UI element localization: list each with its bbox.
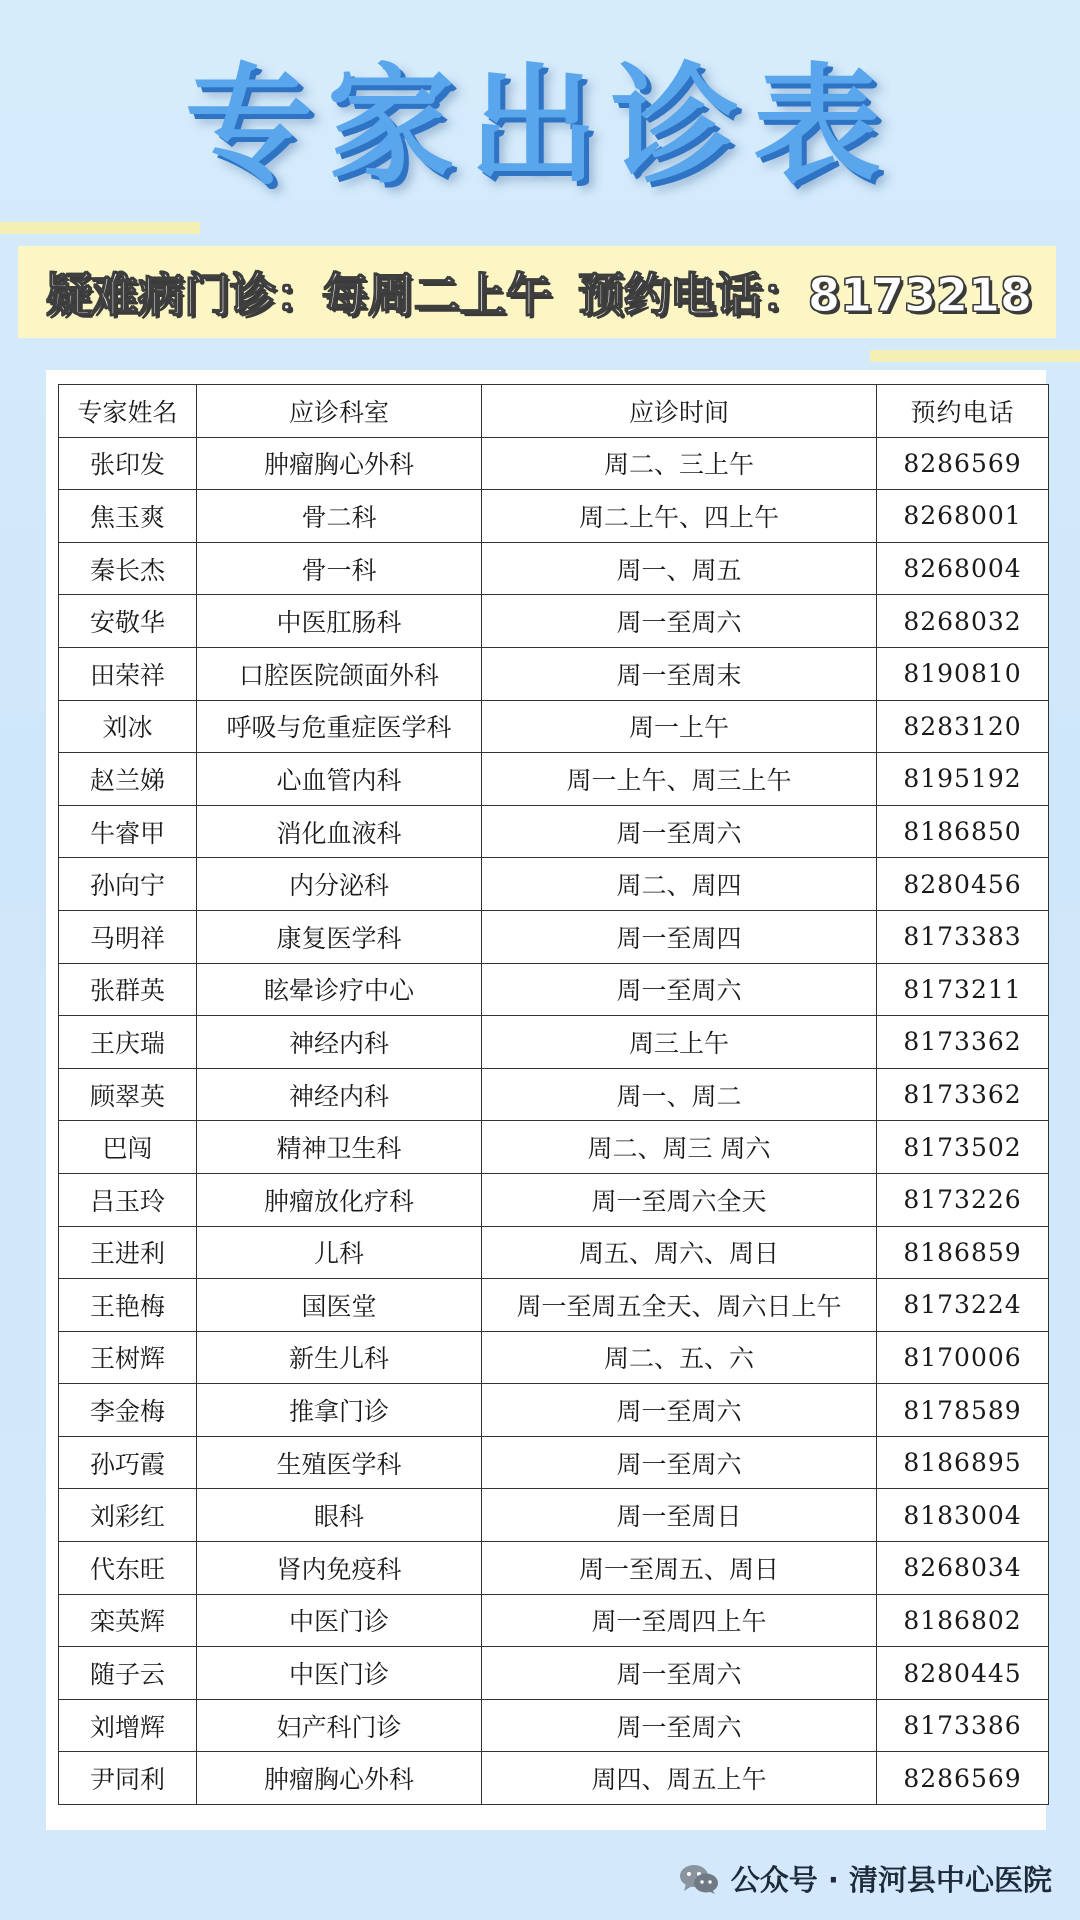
cell-department: 中医肛肠科 bbox=[197, 595, 482, 648]
table-row bbox=[59, 1279, 1049, 1332]
cell-time: 周二、周三 周六 bbox=[482, 1121, 877, 1174]
cell-department: 骨一科 bbox=[197, 542, 482, 595]
cell-time: 周二、三上午 bbox=[482, 437, 877, 490]
cell-department: 妇产科门诊 bbox=[197, 1699, 482, 1752]
table-row bbox=[59, 1226, 1049, 1279]
cell-phone: 8268004 bbox=[877, 542, 1049, 595]
cell-department: 内分泌科 bbox=[197, 858, 482, 911]
cell-expert-name: 秦长杰 bbox=[59, 542, 197, 595]
cell-time: 周一至周六 bbox=[482, 1699, 877, 1752]
cell-time: 周二、五、六 bbox=[482, 1331, 877, 1384]
cell-time: 周三上午 bbox=[482, 1016, 877, 1069]
cell-time: 周一至周五全天、周六日上午 bbox=[482, 1279, 877, 1332]
cell-expert-name: 刘冰 bbox=[59, 700, 197, 753]
cell-phone: 8280456 bbox=[877, 858, 1049, 911]
cell-expert-name: 孙巧霞 bbox=[59, 1436, 197, 1489]
cell-expert-name: 巴闯 bbox=[59, 1121, 197, 1174]
cell-phone: 8173502 bbox=[877, 1121, 1049, 1174]
cell-department: 心血管内科 bbox=[197, 753, 482, 806]
cell-time: 周一、周五 bbox=[482, 542, 877, 595]
table-row bbox=[59, 1384, 1049, 1437]
cell-department: 神经内科 bbox=[197, 1068, 482, 1121]
cell-time: 周一至周五、周日 bbox=[482, 1542, 877, 1595]
cell-expert-name: 顾翠英 bbox=[59, 1068, 197, 1121]
cell-time: 周一上午、周三上午 bbox=[482, 753, 877, 806]
cell-time: 周一至周六 bbox=[482, 595, 877, 648]
cell-phone: 8268001 bbox=[877, 490, 1049, 543]
cell-phone: 8268032 bbox=[877, 595, 1049, 648]
cell-time: 周一至周六 bbox=[482, 1436, 877, 1489]
table-row bbox=[59, 1016, 1049, 1069]
cell-time: 周一至周四 bbox=[482, 910, 877, 963]
cell-expert-name: 代东旺 bbox=[59, 1542, 197, 1595]
table-row bbox=[59, 1699, 1049, 1752]
table-row bbox=[59, 1173, 1049, 1226]
cell-expert-name: 安敬华 bbox=[59, 595, 197, 648]
cell-phone: 8286569 bbox=[877, 1752, 1049, 1805]
page-title: 专家出诊表 bbox=[184, 52, 895, 201]
cell-department: 新生儿科 bbox=[197, 1331, 482, 1384]
cell-department: 国医堂 bbox=[197, 1279, 482, 1332]
cell-department: 肿瘤胸心外科 bbox=[197, 1752, 482, 1805]
cell-department: 肿瘤胸心外科 bbox=[197, 437, 482, 490]
cell-department: 神经内科 bbox=[197, 1016, 482, 1069]
table-row bbox=[59, 910, 1049, 963]
cell-department: 儿科 bbox=[197, 1226, 482, 1279]
cell-phone: 8173211 bbox=[877, 963, 1049, 1016]
cell-expert-name: 刘彩红 bbox=[59, 1489, 197, 1542]
cell-phone: 8268034 bbox=[877, 1542, 1049, 1595]
cell-expert-name: 赵兰娣 bbox=[59, 753, 197, 806]
table-row bbox=[59, 1068, 1049, 1121]
cell-department: 口腔医院颌面外科 bbox=[197, 647, 482, 700]
cell-time: 周一至周六 bbox=[482, 805, 877, 858]
cell-expert-name: 张印发 bbox=[59, 437, 197, 490]
table-row bbox=[59, 595, 1049, 648]
table-row bbox=[59, 1121, 1049, 1174]
header-phone: 预约电话 bbox=[877, 385, 1049, 438]
cell-phone: 8280445 bbox=[877, 1647, 1049, 1700]
table-row bbox=[59, 542, 1049, 595]
cell-phone: 8190810 bbox=[877, 647, 1049, 700]
cell-department: 呼吸与危重症医学科 bbox=[197, 700, 482, 753]
cell-department: 康复医学科 bbox=[197, 910, 482, 963]
cell-department: 肾内免疫科 bbox=[197, 1542, 482, 1595]
cell-time: 周一至周六 bbox=[482, 1384, 877, 1437]
cell-expert-name: 吕玉玲 bbox=[59, 1173, 197, 1226]
table-row bbox=[59, 490, 1049, 543]
cell-time: 周二、周四 bbox=[482, 858, 877, 911]
cell-time: 周一、周二 bbox=[482, 1068, 877, 1121]
footer-account bbox=[679, 1858, 1052, 1899]
cell-phone: 8186850 bbox=[877, 805, 1049, 858]
cell-department: 肿瘤放化疗科 bbox=[197, 1173, 482, 1226]
cell-time: 周一至周末 bbox=[482, 647, 877, 700]
table-row bbox=[59, 700, 1049, 753]
table-row bbox=[59, 1594, 1049, 1647]
cell-phone: 8195192 bbox=[877, 753, 1049, 806]
table-row bbox=[59, 437, 1049, 490]
cell-phone: 8286569 bbox=[877, 437, 1049, 490]
cell-expert-name: 刘增辉 bbox=[59, 1699, 197, 1752]
cell-expert-name: 栾英辉 bbox=[59, 1594, 197, 1647]
cell-phone: 8186802 bbox=[877, 1594, 1049, 1647]
cell-department: 中医门诊 bbox=[197, 1594, 482, 1647]
cell-expert-name: 李金梅 bbox=[59, 1384, 197, 1437]
cell-expert-name: 王进利 bbox=[59, 1226, 197, 1279]
table-row bbox=[59, 805, 1049, 858]
header-time: 应诊时间 bbox=[482, 385, 877, 438]
cell-department: 中医门诊 bbox=[197, 1647, 482, 1700]
cell-expert-name: 田荣祥 bbox=[59, 647, 197, 700]
decorative-stripe-left bbox=[0, 222, 200, 234]
cell-phone: 8186859 bbox=[877, 1226, 1049, 1279]
schedule-body bbox=[59, 437, 1049, 1804]
cell-department: 精神卫生科 bbox=[197, 1121, 482, 1174]
cell-phone: 8173224 bbox=[877, 1279, 1049, 1332]
cell-time: 周五、周六、周日 bbox=[482, 1226, 877, 1279]
cell-expert-name: 随子云 bbox=[59, 1647, 197, 1700]
table-row bbox=[59, 1542, 1049, 1595]
clinic-hours-text: 疑难病门诊：每周二上午 bbox=[46, 268, 552, 322]
cell-time: 周一至周六 bbox=[482, 963, 877, 1016]
table-row bbox=[59, 1436, 1049, 1489]
footer-account-label: 公众号 · 清河县中心医院 bbox=[730, 1863, 1052, 1897]
header-department: 应诊科室 bbox=[197, 385, 482, 438]
cell-department: 眼科 bbox=[197, 1489, 482, 1542]
cell-expert-name: 王树辉 bbox=[59, 1331, 197, 1384]
table-row bbox=[59, 1331, 1049, 1384]
cell-expert-name: 牛睿甲 bbox=[59, 805, 197, 858]
table-row bbox=[59, 1647, 1049, 1700]
cell-department: 消化血液科 bbox=[197, 805, 482, 858]
cell-phone: 8183004 bbox=[877, 1489, 1049, 1542]
cell-expert-name: 王艳梅 bbox=[59, 1279, 197, 1332]
wechat-icon bbox=[679, 1863, 719, 1895]
cell-time: 周四、周五上午 bbox=[482, 1752, 877, 1805]
cell-department: 骨二科 bbox=[197, 490, 482, 543]
table-row bbox=[59, 647, 1049, 700]
table-row bbox=[59, 858, 1049, 911]
booking-phone-text: 预约电话：8173218 bbox=[578, 268, 1033, 322]
cell-phone: 8283120 bbox=[877, 700, 1049, 753]
cell-phone: 8173362 bbox=[877, 1068, 1049, 1121]
cell-phone: 8170006 bbox=[877, 1331, 1049, 1384]
cell-time: 周一至周六全天 bbox=[482, 1173, 877, 1226]
cell-expert-name: 王庆瑞 bbox=[59, 1016, 197, 1069]
cell-time: 周二上午、四上午 bbox=[482, 490, 877, 543]
cell-phone: 8178589 bbox=[877, 1384, 1049, 1437]
cell-expert-name: 孙向宁 bbox=[59, 858, 197, 911]
header-name: 专家姓名 bbox=[59, 385, 197, 438]
cell-department: 生殖医学科 bbox=[197, 1436, 482, 1489]
decorative-stripe-right bbox=[870, 350, 1080, 362]
table-row bbox=[59, 753, 1049, 806]
table-row bbox=[59, 1489, 1049, 1542]
cell-phone: 8173383 bbox=[877, 910, 1049, 963]
info-banner bbox=[18, 246, 1056, 338]
cell-expert-name: 焦玉爽 bbox=[59, 490, 197, 543]
table-row bbox=[59, 1752, 1049, 1805]
table-header-row bbox=[59, 385, 1049, 438]
table-row bbox=[59, 963, 1049, 1016]
cell-time: 周一上午 bbox=[482, 700, 877, 753]
cell-expert-name: 张群英 bbox=[59, 963, 197, 1016]
cell-phone: 8173362 bbox=[877, 1016, 1049, 1069]
cell-department: 推拿门诊 bbox=[197, 1384, 482, 1437]
cell-phone: 8173386 bbox=[877, 1699, 1049, 1752]
cell-phone: 8173226 bbox=[877, 1173, 1049, 1226]
cell-time: 周一至周六 bbox=[482, 1647, 877, 1700]
cell-phone: 8186895 bbox=[877, 1436, 1049, 1489]
cell-department: 眩晕诊疗中心 bbox=[197, 963, 482, 1016]
cell-expert-name: 尹同利 bbox=[59, 1752, 197, 1805]
schedule-table bbox=[58, 384, 1049, 1805]
cell-time: 周一至周四上午 bbox=[482, 1594, 877, 1647]
cell-time: 周一至周日 bbox=[482, 1489, 877, 1542]
cell-expert-name: 马明祥 bbox=[59, 910, 197, 963]
